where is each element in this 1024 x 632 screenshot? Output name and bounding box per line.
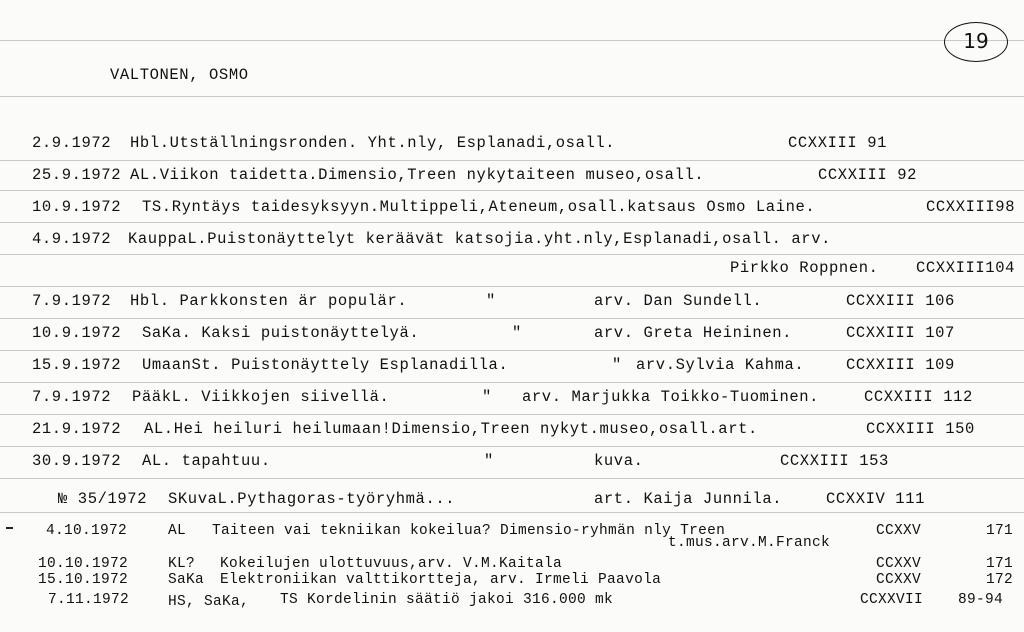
ditto-mark: " <box>484 452 494 470</box>
entry-reviewer: kuva. <box>594 452 644 470</box>
entry-date: 10.9.1972 <box>32 324 122 342</box>
entry-reviewer: arv. Greta Heininen. <box>594 324 793 342</box>
ditto-mark: " <box>612 356 622 374</box>
entry-ref: CCXXIII 109 <box>846 356 955 374</box>
later-entry-text: Taiteen vai tekniikan kokeilua? Dimensio-ryhmän nly Treen <box>212 523 726 539</box>
ruled-line <box>0 512 1024 513</box>
later-entry-volume: CCXXVII <box>860 592 924 608</box>
ruled-line <box>0 478 1024 479</box>
entry-text: AL.Hei heiluri heilumaan!Dimensio,Treen nykyt.museo,osall.art. <box>144 420 758 438</box>
entry-text: Hbl. Parkkonsten är populär. <box>130 292 408 310</box>
entry-text: Hbl.Utställningsronden. Yht.nly, Esplanadi,osall. <box>130 134 616 152</box>
later-entry-page: 171 <box>986 523 1014 539</box>
entry-reviewer: arv. Marjukka Toikko-Tuominen. <box>522 388 820 406</box>
entry-ref: CCXXIII 91 <box>788 134 888 152</box>
entry-reviewer: arv.Sylvia Kahma. <box>636 356 805 374</box>
entry-text: UmaanSt. Puistonäyttely Esplanadilla. <box>142 356 509 374</box>
ruled-line <box>0 318 1024 319</box>
ruled-line <box>0 96 1024 97</box>
later-entry-source: KL? <box>168 556 196 572</box>
later-entry-volume: CCXXV <box>876 572 922 588</box>
later-entry-text: Elektroniikan valttikortteja, arv. Irmeli Paavola <box>220 572 662 588</box>
later-entry-text-continued: t.mus.arv.M.Franck <box>668 535 831 551</box>
ruled-line <box>0 414 1024 415</box>
entry-date: 4.9.1972 <box>32 230 112 248</box>
entry-ref: CCXXIII98 <box>926 198 1016 216</box>
entry-date: 21.9.1972 <box>32 420 122 438</box>
later-entry-source: AL <box>168 523 187 539</box>
later-entry-text: TS Kordelinin säätiö jakoi 316.000 mk <box>280 592 614 608</box>
entry-reviewer: arv. Dan Sundell. <box>594 292 763 310</box>
later-entry-date: 7.11.1972 <box>48 592 130 608</box>
entry-text: AL. tapahtuu. <box>142 452 271 470</box>
ruled-line <box>0 286 1024 287</box>
entry-ref: CCXXIII 150 <box>866 420 975 438</box>
entry-date: 7.9.1972 <box>32 292 112 310</box>
later-entry-page: 172 <box>986 572 1014 588</box>
entry-text: AL.Viikon taidetta.Dimensio,Treen nykytaiteen museo,osall. <box>130 166 705 184</box>
ruled-line <box>0 350 1024 351</box>
entry-ref: CCXXIII 92 <box>818 166 918 184</box>
later-entry-date: 10.10.1972 <box>38 556 129 572</box>
later-entry-volume: CCXXV <box>876 556 922 572</box>
entry-date: 10.9.1972 <box>32 198 122 216</box>
ditto-mark: " <box>486 292 496 310</box>
margin-dash <box>6 527 13 529</box>
entry-ref: CCXXIII 153 <box>780 452 889 470</box>
later-entry-page: 171 <box>986 556 1014 572</box>
later-entry-page: 89-94 <box>958 592 1004 608</box>
entry-ref: CCXXIII 112 <box>864 388 973 406</box>
ditto-mark: " <box>482 388 492 406</box>
later-entry-source: HS, SaKa, <box>168 594 250 610</box>
ruled-line <box>0 190 1024 191</box>
entry-ref: CCXXIII 107 <box>846 324 955 342</box>
entry-date: 15.9.1972 <box>32 356 122 374</box>
entry-text: KauppaL.Puistonäyttelyt keräävät katsojia.yht.nly,Esplanadi,osall. arv. <box>128 230 832 248</box>
card-number: 19 <box>944 22 1008 62</box>
ruled-line <box>0 382 1024 383</box>
entry-reviewer: art. Kaija Junnila. <box>594 490 783 508</box>
entry-date: № 35/1972 <box>58 490 148 508</box>
ruled-line <box>0 446 1024 447</box>
entry-ref: CCXXIII104 <box>916 259 1016 277</box>
entry-date: 7.9.1972 <box>32 388 112 406</box>
ruled-line <box>0 254 1024 255</box>
later-entry-date: 15.10.1972 <box>38 572 129 588</box>
entry-text: SaKa. Kaksi puistonäyttelyä. <box>142 324 420 342</box>
entry-ref: CCXXIII 106 <box>846 292 955 310</box>
ruled-line <box>0 160 1024 161</box>
later-entry-text: Kokeilujen ulottuvuus,arv. V.M.Kaitala <box>220 556 563 572</box>
ruled-line <box>0 40 1024 41</box>
later-entry-source: SaKa <box>168 572 205 588</box>
later-entry-date: 4.10.1972 <box>46 523 128 539</box>
card-heading: VALTONEN, OSMO <box>110 66 249 84</box>
later-entry-volume: CCXXV <box>876 523 922 539</box>
ruled-line <box>0 222 1024 223</box>
ditto-mark: " <box>512 324 522 342</box>
entry-text: SKuvaL.Pythagoras-työryhmä... <box>168 490 456 508</box>
entry-continuation: Pirkko Roppnen. <box>730 259 879 277</box>
entry-date: 30.9.1972 <box>32 452 122 470</box>
entry-date: 2.9.1972 <box>32 134 112 152</box>
entry-ref: CCXXIV 111 <box>826 490 926 508</box>
entry-text: PääkL. Viikkojen siivellä. <box>132 388 390 406</box>
entry-date: 25.9.1972 <box>32 166 122 184</box>
entry-text: TS.Ryntäys taidesyksyyn.Multippeli,Ateneum,osall.katsaus Osmo Laine. <box>142 198 816 216</box>
